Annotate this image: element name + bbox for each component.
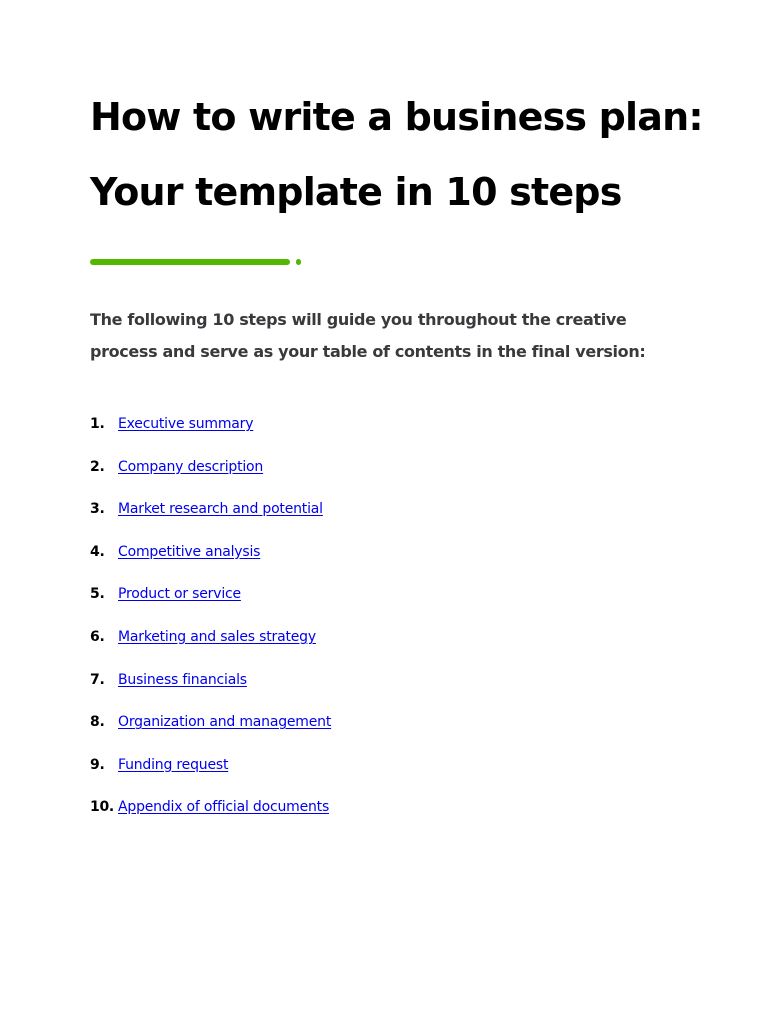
accent-divider-bar: [90, 259, 290, 265]
toc-item-10: [90, 799, 331, 842]
toc-item-4: [90, 544, 331, 587]
toc-item-number: 9.: [90, 756, 105, 773]
intro-line-2: process and serve as your table of contents in the final version:: [90, 342, 646, 361]
toc-item-number: 1.: [90, 416, 105, 432]
intro-paragraph: [90, 304, 690, 368]
toc-link-competitive-analysis[interactable]: Competitive analysis: [118, 543, 261, 560]
toc-item-3: [90, 501, 331, 544]
toc-link-organization-and-management[interactable]: Organization and management: [118, 714, 332, 731]
toc-item-number: 8.: [90, 714, 105, 731]
intro-line-1: The following 10 steps will guide you throughout the creative: [90, 310, 627, 329]
toc-item-8: [90, 714, 331, 757]
toc-link-market-research[interactable]: Market research and potential: [118, 501, 323, 518]
page-title: [90, 80, 703, 230]
toc-link-business-financials[interactable]: Business financials: [118, 671, 247, 688]
toc-item-number: 5.: [90, 586, 105, 603]
toc-item-number: 4.: [90, 543, 105, 560]
page-title-line-1: How to write a business plan:: [90, 95, 703, 139]
page-title-line-2: Your template in 10 steps: [90, 170, 622, 214]
toc-item-7: [90, 672, 331, 715]
toc-item-number: 2.: [90, 458, 105, 475]
toc-item-9: [90, 757, 331, 800]
toc-link-company-description[interactable]: Company description: [118, 458, 264, 475]
toc-link-appendix[interactable]: Appendix of official documents: [118, 799, 330, 816]
toc-item-number: 3.: [90, 501, 105, 518]
toc-item-6: [90, 629, 331, 672]
toc-link-marketing-and-sales[interactable]: Marketing and sales strategy: [118, 628, 316, 645]
toc-item-number: 7.: [90, 671, 105, 688]
toc-link-product-or-service[interactable]: Product or service: [118, 586, 241, 603]
accent-divider-dot: [296, 259, 301, 265]
toc-link-funding-request[interactable]: Funding request: [118, 756, 229, 773]
toc-item-number: 10.: [90, 799, 114, 816]
toc-item-1: [90, 416, 331, 459]
table-of-contents-list: [90, 416, 331, 842]
toc-item-2: [90, 459, 331, 502]
toc-item-5: [90, 586, 331, 629]
toc-item-number: 6.: [90, 628, 105, 645]
toc-link-executive-summary[interactable]: Executive summary: [118, 416, 254, 432]
